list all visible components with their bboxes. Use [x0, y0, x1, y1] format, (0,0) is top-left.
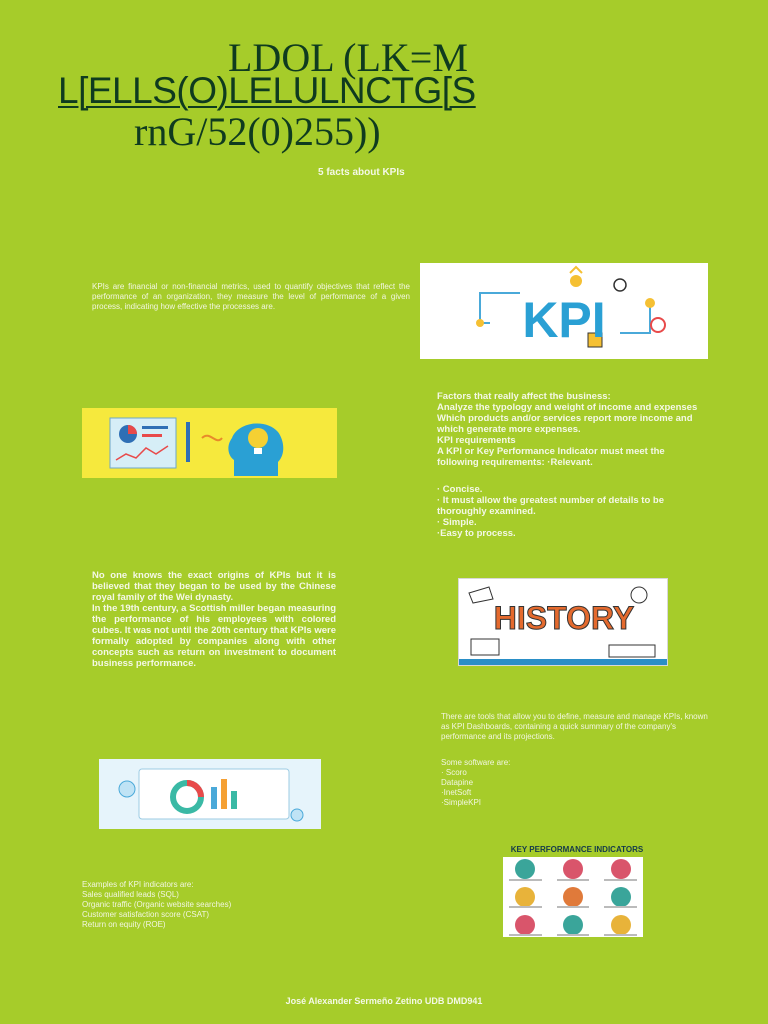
history-block — [92, 570, 336, 669]
kpi-badge-icon — [563, 887, 583, 907]
examples-heading: Examples of KPI indicators are: — [82, 880, 194, 889]
kpi-illustration-svg — [420, 263, 708, 359]
kpi-grid — [503, 857, 643, 937]
factors-block — [437, 391, 705, 468]
list-item: · Concise. — [437, 484, 483, 495]
kpi-grid-cell — [598, 857, 643, 882]
list-item: ·SimpleKPI — [441, 798, 482, 807]
kpi-badge-icon — [515, 859, 535, 879]
list-item: ·InetSoft — [441, 788, 472, 797]
kpi-grid-cell — [503, 857, 548, 882]
kpi-image-text: KPI — [522, 292, 606, 348]
factors-line: KPI requirements — [437, 435, 516, 446]
kpi-indicators-graphic — [495, 845, 659, 939]
title-line-3: rnG/52(0)255)) — [134, 109, 381, 154]
history-word: HISTORY — [493, 600, 635, 636]
kpi-badge-icon — [563, 915, 583, 935]
kpi-badge-icon — [611, 915, 631, 935]
list-item: Return on equity (ROE) — [82, 920, 166, 929]
kpi-grid-title: KEY PERFORMANCE INDICATORS — [510, 845, 644, 854]
factors-line: Which products and/or services report more income and which generate more expenses. — [437, 413, 693, 435]
examples-block — [82, 880, 342, 930]
history-paragraph-2: In the 19th century, a Scottish miller began measuring the performance of his employees with colored cubes. It was not until the 20th century that KPIs were formally adopted by companies along with other concepts such as return on investment to document business performance. — [92, 603, 336, 669]
title-line-2: L[ELLS(O)LELULNCTG[S — [58, 70, 476, 111]
list-item: ·Easy to process. — [437, 528, 516, 539]
kpi-grid-cell — [551, 912, 596, 937]
list-item: · It must allow the greatest number of details to be thoroughly examined. — [437, 495, 664, 517]
subtitle: 5 facts about KPIs — [318, 167, 405, 178]
list-item: · Simple. — [437, 517, 477, 528]
list-item: Datapine — [441, 778, 474, 787]
list-item: Sales qualified leads (SQL) — [82, 890, 179, 899]
analytics-illustration-svg — [82, 408, 337, 478]
dashboard-illustration — [99, 759, 321, 829]
kpi-badge-icon — [563, 859, 583, 879]
history-paragraph-1: No one knows the exact origins of KPIs but it is believed that they began to be used by the Chinese royal family of the Wei dynasty. — [92, 570, 336, 603]
kpi-badge-icon — [611, 887, 631, 907]
dashboard-illustration-svg — [99, 759, 321, 829]
intro-paragraph: KPIs are financial or non-financial metrics, used to quantify objectives that reflect the performance of an organization, they measure the level of performance of a given process, indicating how effective the processes are. — [92, 282, 410, 311]
title-line-1: LDOL (LK=M — [228, 35, 468, 80]
analytics-illustration — [82, 408, 337, 478]
kpi-grid-cell — [503, 885, 548, 910]
tools-list — [441, 758, 641, 808]
history-illustration — [458, 578, 668, 666]
kpi-grid-cell — [598, 885, 643, 910]
requirements-list — [437, 484, 709, 539]
kpi-illustration — [420, 263, 708, 359]
author-footer: José Alexander Sermeño Zetino UDB DMD941 — [285, 996, 483, 1006]
list-item: Some software are: — [441, 758, 511, 767]
kpi-badge-icon — [515, 915, 535, 935]
factors-line: Factors that really affect the business: — [437, 391, 611, 402]
tools-intro: There are tools that allow you to define, measure and manage KPIs, known as KPI Dashboards, containing a quick summary of the company's performance and its projections. — [441, 712, 708, 741]
list-item: Customer satisfaction score (CSAT) — [82, 910, 209, 919]
kpi-badge-icon — [611, 859, 631, 879]
factors-line: A KPI or Key Performance Indicator must meet the following requirements: ·Relevant. — [437, 446, 665, 468]
kpi-grid-cell — [598, 912, 643, 937]
list-item: Organic traffic (Organic website searches) — [82, 900, 232, 909]
kpi-grid-cell — [503, 912, 548, 937]
factors-line: Analyze the typology and weight of income and expenses — [437, 402, 698, 413]
kpi-grid-cell — [551, 885, 596, 910]
kpi-badge-icon — [515, 887, 535, 907]
history-illustration-svg — [459, 579, 668, 666]
kpi-grid-cell — [551, 857, 596, 882]
list-item: · Scoro — [441, 768, 467, 777]
